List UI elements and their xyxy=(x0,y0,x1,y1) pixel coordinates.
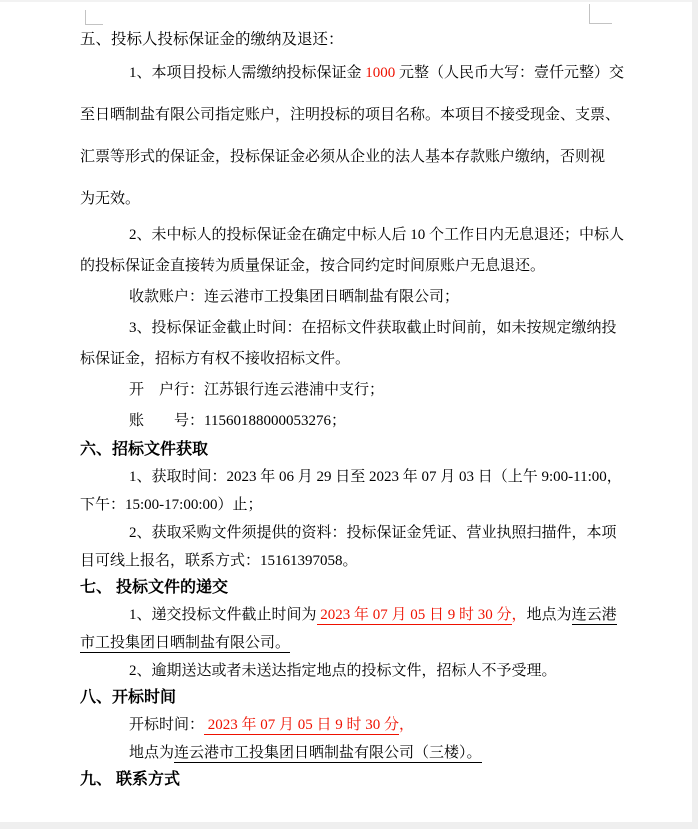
bank-name-text: 开 户行：江苏银行连云港浦中支行； xyxy=(129,382,385,398)
payee-account-line xyxy=(80,282,625,313)
section-7-paragraph-2 xyxy=(80,657,625,685)
section-6-heading xyxy=(80,437,625,463)
body-text: 2、逾期送达或者未送达指定地点的投标文件，招标人不予受理。 xyxy=(129,663,557,679)
body-text: 地点为 xyxy=(526,607,572,623)
body-text: 地点为 xyxy=(129,745,175,761)
body-text: 3、投标保证金截止时间：在招标文件获取截止时间前，如未按规定缴纳投 xyxy=(129,320,617,336)
vertical-scrollbar-track[interactable] xyxy=(692,0,698,829)
bank-name-line xyxy=(80,375,625,406)
red-comma: ， xyxy=(399,717,415,733)
account-number-text: 账 号：11560188000053276； xyxy=(129,413,346,429)
section-8-heading-text: 八、开标时间 xyxy=(80,689,177,706)
body-text: 2、获取采购文件须提供的资料：投标保证金凭证、营业执照扫描件，本项 xyxy=(129,525,617,541)
submission-deadline-date: 2023 年 07 月 05 日 9 时 30 分 xyxy=(316,607,512,623)
horizontal-scrollbar-track[interactable] xyxy=(0,822,692,829)
section-8-heading xyxy=(80,685,625,711)
section-9-heading-text: 九、 联系方式 xyxy=(80,771,181,788)
section-5-paragraph-2 xyxy=(80,220,625,282)
body-text: 为无效。 xyxy=(80,191,141,207)
body-text: 目可线上报名，联系方式：15161397058。 xyxy=(80,553,358,569)
section-9-heading xyxy=(80,767,625,793)
body-text: 的投标保证金直接转为质量保证金，按合同约定时间原账户无息退还。 xyxy=(80,258,546,274)
submission-place-part1: 连云港 xyxy=(571,607,617,623)
payee-account-text: 收款账户：连云港市工投集团日晒制盐有限公司； xyxy=(129,289,460,305)
section-7-paragraph-1 xyxy=(80,601,625,657)
section-7-heading xyxy=(80,575,625,601)
bid-opening-time-line xyxy=(80,711,625,739)
body-text: 1、本项目投标人需缴纳投标保证金 xyxy=(129,65,366,81)
section-5-paragraph-3 xyxy=(80,313,625,375)
body-text: 下午：15:00-17:00:00）止； xyxy=(80,497,263,513)
page-content xyxy=(80,28,625,793)
margin-crop-mark-right xyxy=(589,4,612,24)
bid-bond-amount: 1000 xyxy=(365,65,396,81)
body-text: 至日晒制盐有限公司指定账户，注明投标的项目名称。本项目不接受现金、支票、 xyxy=(80,107,621,123)
section-6-paragraph-2 xyxy=(80,519,625,575)
red-comma: ， xyxy=(511,607,527,623)
body-text: 1、递交投标文件截止时间为 xyxy=(129,607,317,623)
account-number-line xyxy=(80,406,625,437)
bid-opening-date: 2023 年 07 月 05 日 9 时 30 分 xyxy=(204,717,400,733)
body-text: 汇票等形式的保证金，投标保证金必须从企业的法人基本存款账户缴纳，否则视 xyxy=(80,149,606,165)
submission-place-part2: 市工投集团日晒制盐有限公司。 xyxy=(80,635,291,651)
section-5-paragraph-1 xyxy=(80,52,625,220)
bid-opening-place-line xyxy=(80,739,625,767)
section-5-heading-text: 五、投标人投标保证金的缴纳及退还： xyxy=(80,31,344,48)
section-5-heading xyxy=(80,28,625,52)
body-text: 标保证金，招标方有权不接收招标文件。 xyxy=(80,351,351,367)
body-text: 开标时间： xyxy=(129,717,205,733)
body-text: 元整（人民币大写：壹仟元整）交 xyxy=(395,65,625,81)
body-text: 1、获取时间：2023 年 06 月 29 日至 2023 年 07 月 03 日（上午 9:00-11:00， xyxy=(129,469,622,485)
section-6-paragraph-1 xyxy=(80,463,625,519)
body-text: 2、未中标人的投标保证金在确定中标人后 10 个工作日内无息退还；中标人 xyxy=(129,227,625,243)
margin-crop-mark-left xyxy=(85,10,103,25)
section-7-heading-text: 七、 投标文件的递交 xyxy=(80,579,229,596)
bid-opening-place: 连云港市工投集团日晒制盐有限公司（三楼）。 xyxy=(174,745,482,761)
section-6-heading-text: 六、招标文件获取 xyxy=(80,441,209,458)
